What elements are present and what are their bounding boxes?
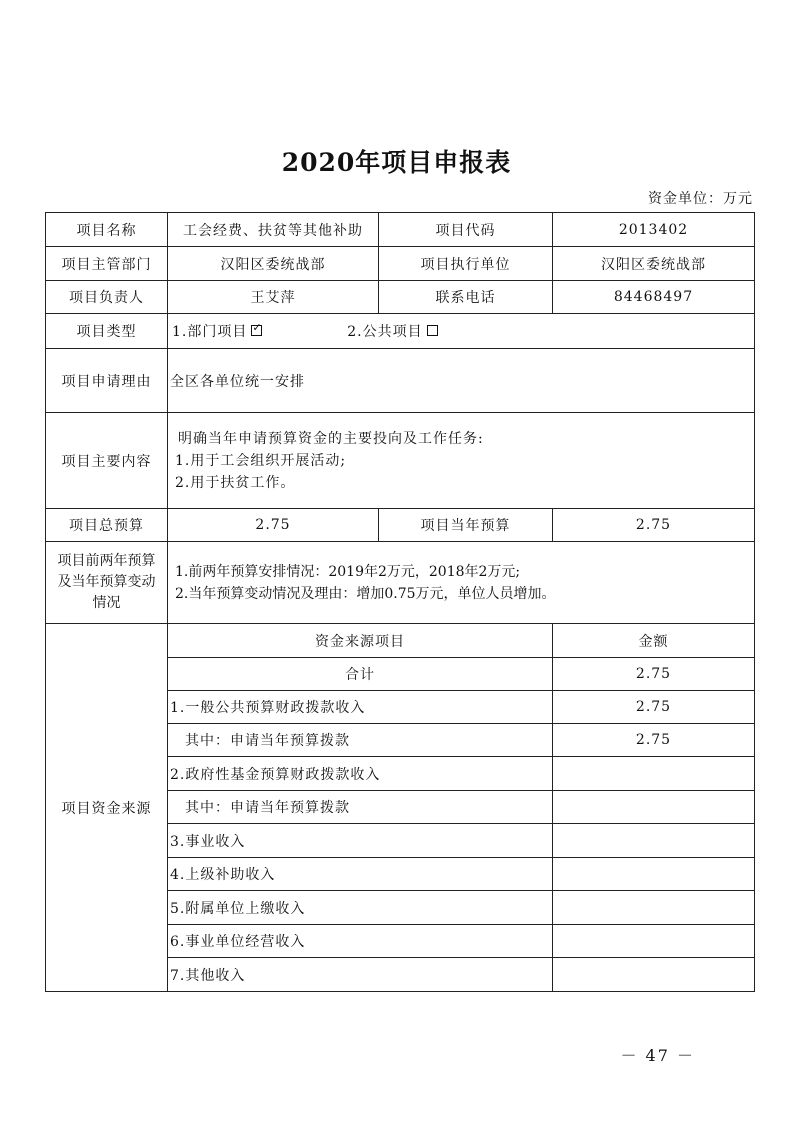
fund-item-label: 6.事业单位经营收入	[168, 925, 553, 958]
table-row	[46, 413, 755, 509]
fund-source-label: 项目资金来源	[46, 624, 168, 992]
table-row	[46, 247, 755, 281]
unit-label: 资金单位：万元	[648, 191, 753, 207]
total-budget-label: 项目总预算	[46, 509, 168, 542]
fund-item-amount	[553, 824, 755, 858]
project-code-label: 项目代码	[379, 213, 553, 247]
application-table	[45, 212, 755, 992]
fund-item-amount	[553, 757, 755, 791]
fund-item-label: 合计	[168, 658, 553, 691]
change-label-line: 及当年预算变动	[57, 574, 156, 590]
project-code-value: 2013402	[553, 213, 755, 247]
table-row	[46, 509, 755, 542]
table-row	[46, 314, 755, 349]
year-budget-value: 2.75	[553, 509, 755, 542]
owner-value: 王艾萍	[168, 281, 379, 314]
table-row	[46, 624, 755, 658]
content-label: 项目主要内容	[46, 413, 168, 509]
dept-label: 项目主管部门	[46, 247, 168, 281]
total-budget-value: 2.75	[168, 509, 379, 542]
phone-label: 联系电话	[379, 281, 553, 314]
reason-value: 全区各单位统一安排	[168, 349, 755, 413]
unchecked-box-icon	[427, 325, 438, 336]
table-row	[46, 213, 755, 247]
year-budget-label: 项目当年预算	[379, 509, 553, 542]
fund-item-label: 其中：申请当年预算拨款	[168, 791, 553, 824]
reason-label: 项目申请理由	[46, 349, 168, 413]
content-line: 2.用于扶贫工作。	[175, 474, 296, 491]
page-number: － 47 －	[620, 1046, 695, 1065]
phone-value: 84468497	[553, 281, 755, 314]
fund-item-label: 4.上级补助收入	[168, 858, 553, 891]
type-option-public: 2.公共项目	[347, 324, 423, 340]
fund-item-amount: 2.75	[553, 691, 755, 724]
fund-item-label: 7.其他收入	[168, 958, 553, 992]
fund-item-amount	[553, 925, 755, 958]
fund-item-label: 1.一般公共预算财政拨款收入	[168, 691, 553, 724]
fund-item-amount: 2.75	[553, 658, 755, 691]
fund-item-amount	[553, 791, 755, 824]
dept-value: 汉阳区委统战部	[168, 247, 379, 281]
change-line: 1.前两年预算安排情况：2019年2万元，2018年2万元;	[175, 563, 521, 580]
change-label	[46, 542, 168, 624]
project-name-value: 工会经费、扶贫等其他补助	[168, 213, 379, 247]
project-name-label: 项目名称	[46, 213, 168, 247]
content-line: 明确当年申请预算资金的主要投向及工作任务:	[178, 430, 484, 447]
fund-item-amount	[553, 891, 755, 925]
table-row	[46, 349, 755, 413]
page-title: 2020年项目申报表	[281, 148, 512, 177]
fund-item-label: 5.附属单位上缴收入	[168, 891, 553, 925]
fund-item-label: 3.事业收入	[168, 824, 553, 858]
fund-header-item: 资金来源项目	[168, 624, 553, 658]
change-label-line: 项目前两年预算	[57, 553, 156, 569]
change-label-line: 情况	[92, 595, 121, 611]
fund-item-label: 其中：申请当年预算拨款	[168, 724, 553, 757]
table-row	[46, 542, 755, 624]
content-line: 1.用于工会组织开展活动;	[175, 452, 347, 469]
change-value	[168, 542, 755, 624]
type-label: 项目类型	[46, 314, 168, 349]
exec-unit-label: 项目执行单位	[379, 247, 553, 281]
type-options	[168, 314, 755, 349]
fund-item-amount	[553, 858, 755, 891]
fund-item-amount	[553, 958, 755, 992]
type-option-dept: 1.部门项目	[172, 324, 248, 340]
table-row	[46, 281, 755, 314]
checked-box-icon	[251, 325, 262, 336]
fund-item-label: 2.政府性基金预算财政拨款收入	[168, 757, 553, 791]
fund-item-amount: 2.75	[553, 724, 755, 757]
fund-header-amount: 金额	[553, 624, 755, 658]
change-line: 2.当年预算变动情况及理由：增加0.75万元，单位人员增加。	[175, 585, 556, 602]
exec-unit-value: 汉阳区委统战部	[553, 247, 755, 281]
owner-label: 项目负责人	[46, 281, 168, 314]
content-value	[168, 413, 755, 509]
